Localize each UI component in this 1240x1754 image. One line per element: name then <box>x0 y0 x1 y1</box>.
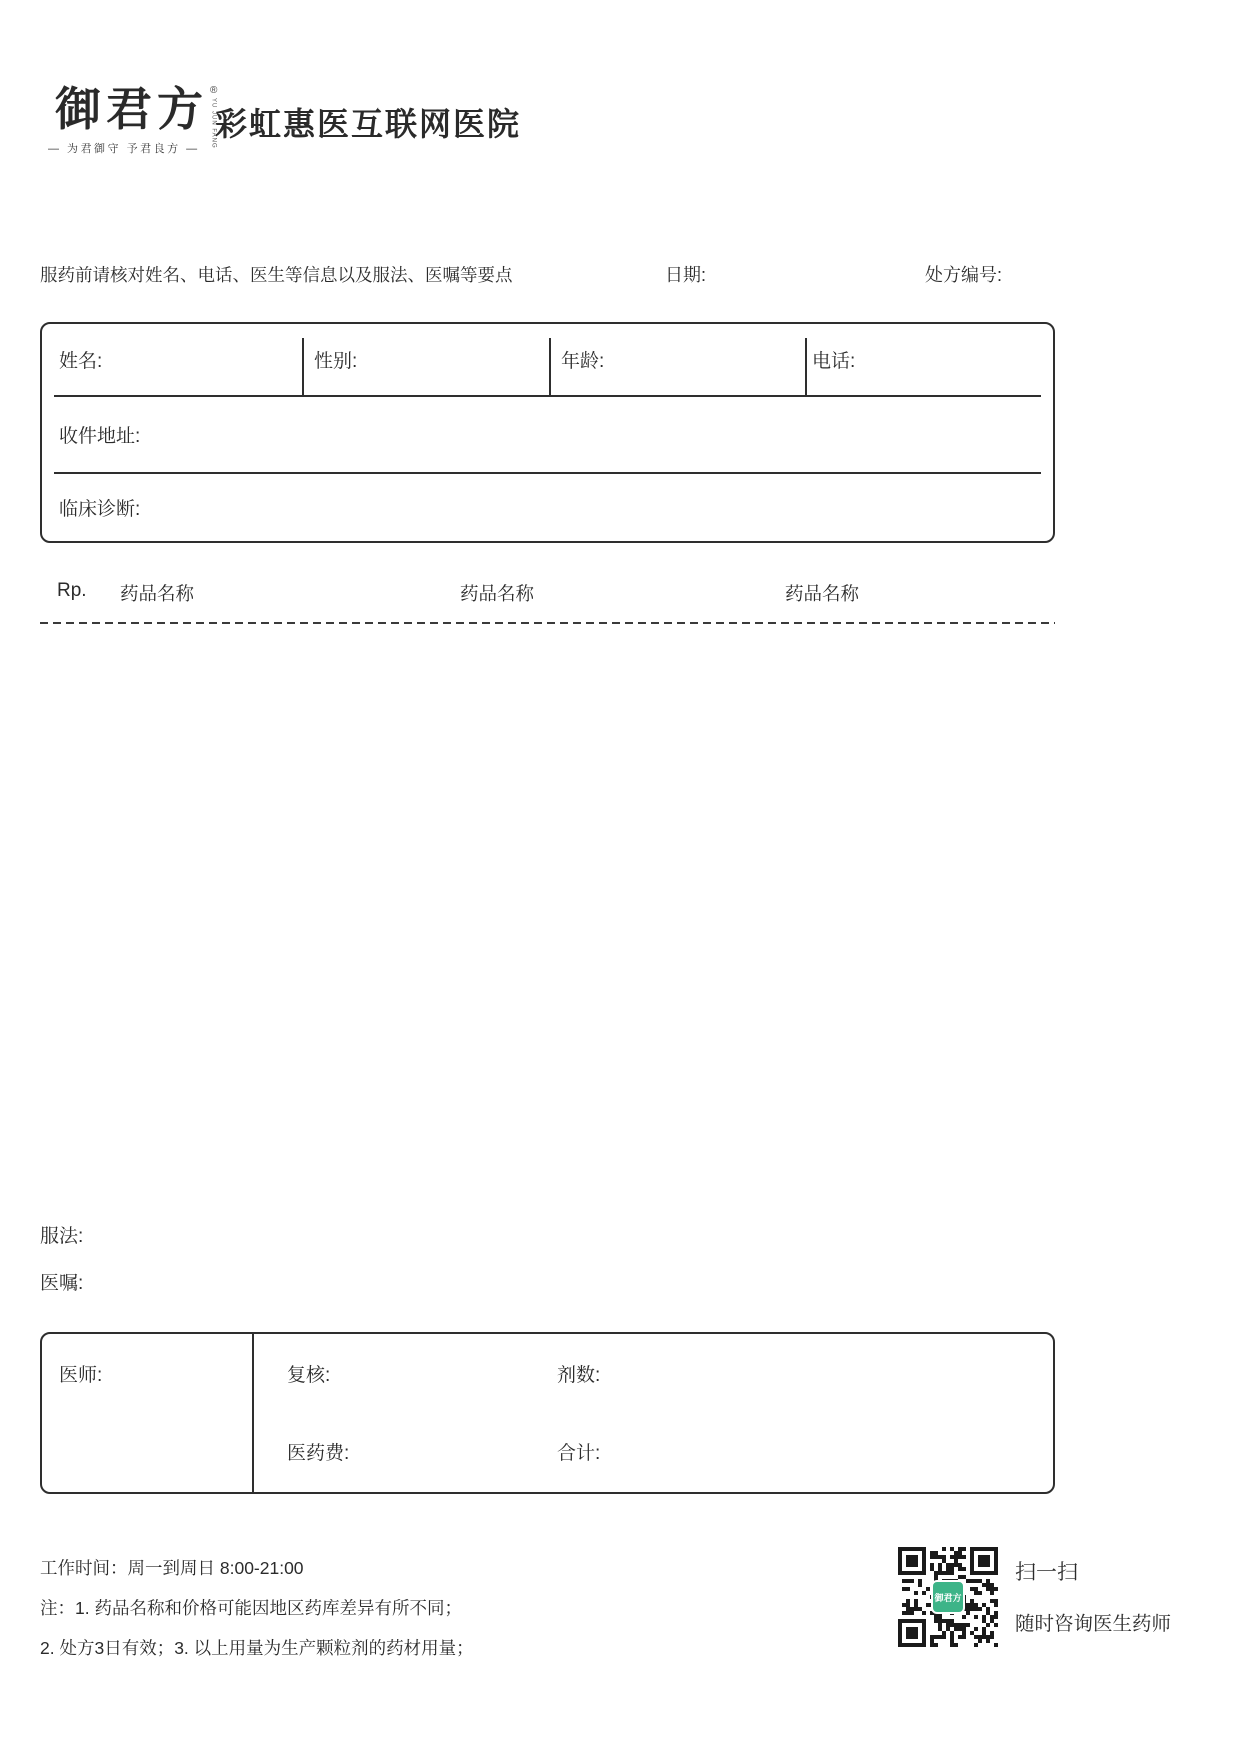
drug-name-column-header: 药品名称 <box>460 583 535 604</box>
total-label: 合计: <box>557 1443 601 1464</box>
drug-name-column-header: 药品名称 <box>785 583 860 604</box>
doctor-advice-label: 医嘱: <box>40 1273 84 1294</box>
address-row <box>42 397 1053 472</box>
dashed-separator <box>40 622 1055 624</box>
date-label: 日期: <box>665 265 707 285</box>
logo-romanization: YU JUN FANG <box>210 98 217 149</box>
note-line-1: 注：1. 药品名称和价格可能因地区药库差异有所不同； <box>40 1598 462 1618</box>
divider <box>805 338 807 395</box>
medical-fee-label: 医药费: <box>287 1443 350 1464</box>
divider <box>302 338 304 395</box>
scan-subtitle: 随时咨询医生药师 <box>1015 1613 1172 1635</box>
dose-count-label: 剂数: <box>557 1365 601 1386</box>
scan-title: 扫一扫 <box>1015 1561 1078 1584</box>
logo-text: 御君方 <box>55 82 208 136</box>
gender-label: 性别: <box>314 351 358 372</box>
note-line-2: 2. 处方3日有效；3. 以上用量为生产颗粒剂的药材用量； <box>40 1638 474 1658</box>
brand-logo <box>55 84 217 149</box>
divider <box>252 1334 254 1492</box>
patient-basic-row <box>42 324 1053 395</box>
usage-label: 服法: <box>40 1226 84 1247</box>
address-label: 收件地址: <box>59 426 141 447</box>
hospital-title: 彩虹惠医互联网医院 <box>215 105 522 143</box>
age-label: 年龄: <box>561 351 605 372</box>
qr-code-icon <box>898 1547 998 1647</box>
work-hours: 工作时间：周一到周日 8:00-21:00 <box>40 1558 304 1578</box>
rp-header-row <box>40 580 1055 606</box>
phone-label: 电话: <box>812 351 856 372</box>
patient-info-box <box>40 322 1055 543</box>
prescription-number-label: 处方编号: <box>925 265 1003 285</box>
registered-mark: ® <box>210 85 218 96</box>
logo-tagline: — 为君御守 予君良方 — <box>48 143 200 155</box>
medication-notice: 服药前请核对姓名、电话、医生等信息以及服法、医嘱等要点 <box>40 265 513 285</box>
signature-fee-box <box>40 1332 1055 1494</box>
diagnosis-label: 临床诊断: <box>59 499 141 520</box>
qr-center-badge: 御君方 <box>931 1580 965 1614</box>
name-label: 姓名: <box>59 351 103 372</box>
drug-name-column-header: 药品名称 <box>120 583 195 604</box>
review-label: 复核: <box>287 1365 331 1386</box>
rp-label: Rp. <box>57 580 87 601</box>
doctor-label: 医师: <box>59 1365 103 1386</box>
divider <box>549 338 551 395</box>
diagnosis-row <box>42 474 1053 541</box>
